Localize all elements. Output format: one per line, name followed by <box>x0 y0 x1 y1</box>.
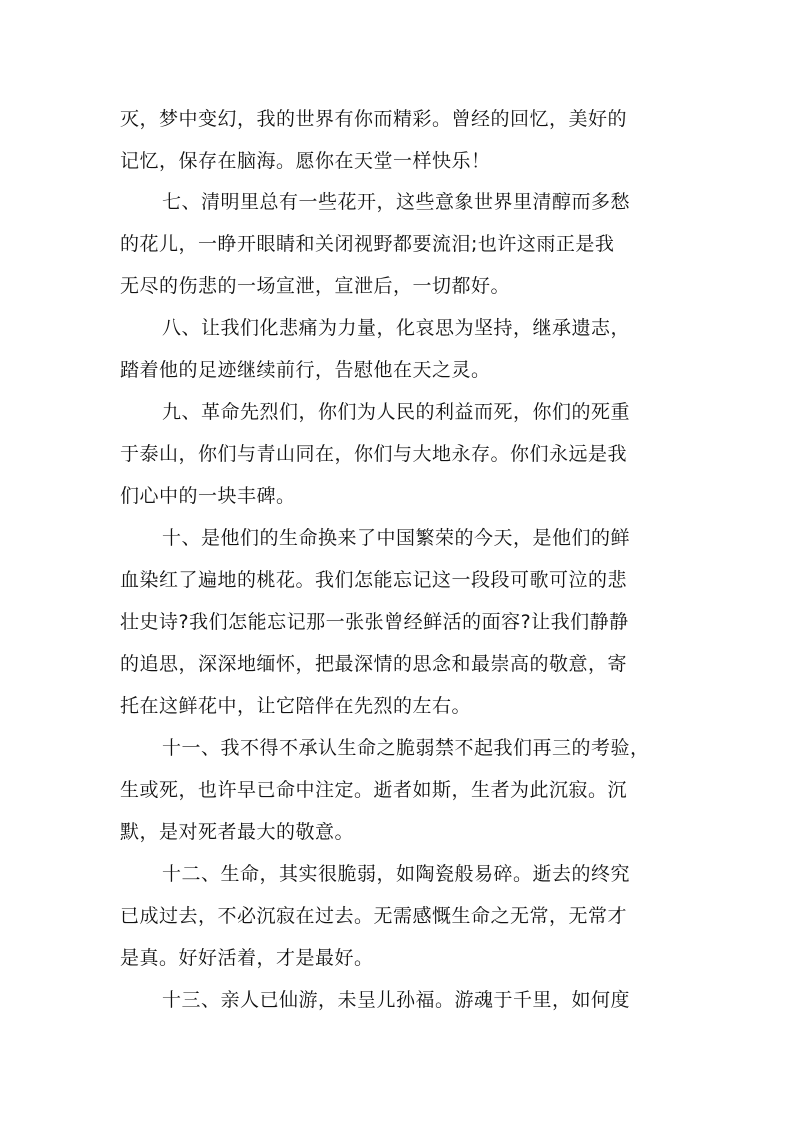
paragraph-7-line-1: 七、清明里总有一些花开，这些意象世界里清醇而多愁 <box>162 191 631 213</box>
text-line: 踏着他的足迹继续前行，告慰他在天之灵。 <box>120 359 491 381</box>
text-line: 无尽的伤悲的一场宣泄，宣泄后，一切都好。 <box>120 275 511 297</box>
text-line: 生或死，也许早已命中注定。逝者如斯，生者为此沉寂。沉 <box>120 779 628 801</box>
paragraph-13-line-1: 十三、亲人已仙游，未呈儿孙福。游魂于千里，如何度 <box>162 989 631 1011</box>
text-line: 壮史诗?我们怎能忘记那一张张曾经鲜活的面容?让我们静静 <box>120 611 629 633</box>
text-line: 的追思，深深地缅怀，把最深情的思念和最崇高的敬意，寄 <box>120 653 628 675</box>
paragraph-12-line-1: 十二、生命，其实很脆弱，如陶瓷般易碎。逝去的终究 <box>162 863 631 885</box>
paragraph-11-line-1: 十一、我不得不承认生命之脆弱禁不起我们再三的考验， <box>162 737 650 759</box>
text-line: 于泰山，你们与青山同在，你们与大地永存。你们永远是我 <box>120 443 628 465</box>
text-line: 是真。好好活着，才是最好。 <box>120 947 374 969</box>
paragraph-10-line-1: 十、是他们的生命换来了中国繁荣的今天，是他们的鲜 <box>162 527 631 549</box>
paragraph-9-line-1: 九、革命先烈们，你们为人民的利益而死，你们的死重 <box>162 401 631 423</box>
text-line: 托在这鲜花中，让它陪伴在先烈的左右。 <box>120 695 472 717</box>
text-line: 记忆，保存在脑海。愿你在天堂一样快乐！ <box>120 150 491 172</box>
text-line: 血染红了遍地的桃花。我们怎能忘记这一段段可歌可泣的悲 <box>120 569 628 591</box>
text-line: 默，是对死者最大的敬意。 <box>120 821 355 843</box>
text-line: 已成过去，不必沉寂在过去。无需感慨生命之无常，无常才 <box>120 905 628 927</box>
text-line: 灭，梦中变幻，我的世界有你而精彩。曾经的回忆，美好的 <box>120 108 628 130</box>
paragraph-8-line-1: 八、让我们化悲痛为力量，化哀思为坚持，继承遗志， <box>162 317 631 339</box>
text-line: 们心中的一块丰碑。 <box>120 485 296 507</box>
text-line: 的花儿，一睁开眼睛和关闭视野都要流泪;也许这雨正是我 <box>120 233 615 255</box>
